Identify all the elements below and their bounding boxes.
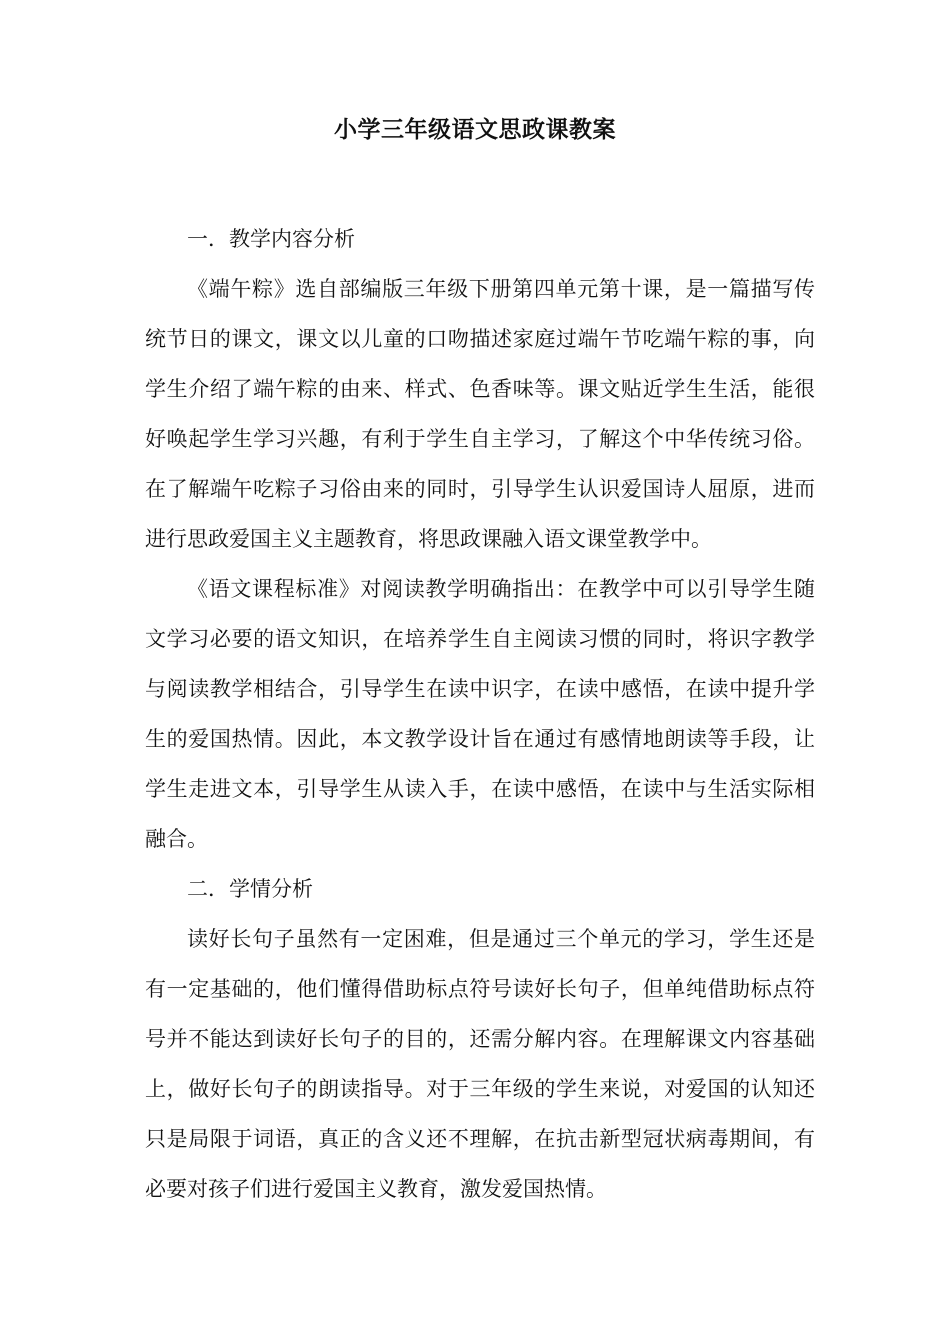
document-title: 小学三年级语文思政课教案 (334, 117, 616, 143)
paragraph-curriculum-standard: 《语文课程标准》对阅读教学明确指出：在教学中可以引导学生随文学习必要的语文知识，在培养学生自主阅读习惯的同时，将识字教学与阅读教学相结合，引导学生在读中识字，在读中感悟，在读中提升学生的爱国热情。因此，本文教学设计旨在通过有感情地朗读等手段，让学生走进文本，引导学生从读入手，在读中感悟，在读中与生活实际相融合。 (145, 577, 815, 851)
paragraph-text-intro: 《端午粽》选自部编版三年级下册第四单元第十课，是一篇描写传统节日的课文，课文以儿童的口吻描述家庭过端午节吃端午粽的事，向学生介绍了端午粽的由来、样式、色香味等。课文贴近学生生活，能很好唤起学生学习兴趣，有利于学生自主学习，了解这个中华传统习俗。在了解端午吃粽子习俗由来的同时，引导学生认识爱国诗人屈原，进而进行思政爱国主义主题教育，将思政课融入语文课堂教学中。 (145, 277, 815, 551)
paragraph-student-analysis: 读好长句子虽然有一定困难，但是通过三个单元的学习，学生还是有一定基础的，他们懂得借助标点符号读好长句子，但单纯借助标点符号并不能达到读好长句子的目的，还需分解内容。在理解课文内容基础上，做好长句子的朗读指导。对于三年级的学生来说，对爱国的认知还只是局限于词语，真正的含义还不理解，在抗击新型冠状病毒期间，有必要对孩子们进行爱国主义教育，激发爱国热情。 (145, 927, 815, 1201)
section-heading-content-analysis: 一．教学内容分析 (187, 227, 355, 251)
document-body (145, 214, 815, 1214)
section-heading-student-analysis: 二．学情分析 (187, 877, 313, 901)
